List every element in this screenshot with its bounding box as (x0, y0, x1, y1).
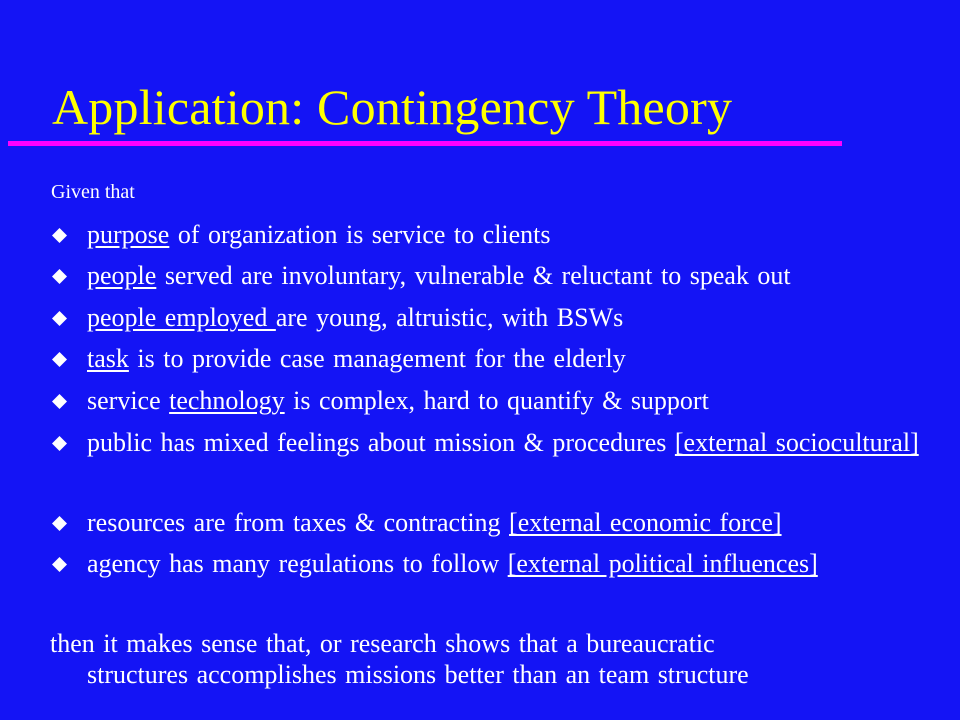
bullet-rest: is complex, hard to quantify & support (284, 386, 709, 415)
bullet-item (52, 548, 932, 579)
diamond-bullet-icon (52, 228, 67, 243)
bullet-rest: of organization is service to clients (169, 220, 551, 249)
bullet-item (52, 302, 932, 333)
bullet-text (87, 260, 932, 291)
diamond-bullet-icon (52, 311, 67, 326)
bullet-term: purpose (87, 220, 170, 249)
bullet-item (52, 343, 932, 374)
diamond-bullet-icon (52, 436, 67, 451)
bullet-item (52, 507, 932, 538)
bullet-lead: agency has many regulations to follow (87, 549, 508, 578)
bullet-lead: resources are from taxes & contracting (87, 508, 510, 537)
bullet-lead: public has mixed feelings about mission & procedures (87, 428, 675, 457)
diamond-bullet-icon (52, 352, 67, 367)
title-divider (8, 141, 842, 146)
bullet-item (52, 385, 932, 416)
bullet-term: people (87, 261, 157, 290)
bullet-term: [external political influences] (507, 549, 818, 578)
bullet-item (52, 427, 932, 458)
conclusion-line-2: structures accomplishes missions better than an team structure (87, 660, 749, 689)
bullet-rest: is to provide case management for the elderly (128, 344, 626, 373)
slide-title: Application: Contingency Theory (52, 79, 733, 135)
bullet-lead: service (87, 386, 170, 415)
diamond-bullet-icon (52, 394, 67, 409)
bullet-item (52, 219, 932, 250)
bullet-text (87, 507, 932, 538)
bullet-item (52, 260, 932, 291)
bullet-text (87, 548, 932, 579)
bullet-term: [external economic force] (509, 508, 782, 537)
diamond-bullet-icon (52, 516, 67, 531)
intro-text: Given that (51, 181, 135, 203)
conclusion-text (50, 628, 940, 690)
bullet-text (87, 219, 932, 250)
bullet-rest: are young, altruistic, with BSWs (275, 303, 624, 332)
bullet-text (87, 302, 932, 333)
bullet-rest: served are involuntary, vulnerable & reluctant to speak out (156, 261, 791, 290)
bullet-term: [external sociocultural] (674, 428, 919, 457)
bullet-term: technology (169, 386, 285, 415)
bullet-term: task (87, 344, 129, 373)
bullet-text (87, 427, 932, 458)
bullet-text (87, 343, 932, 374)
conclusion-line-1: then it makes sense that, or research shows that a bureaucratic (50, 629, 715, 658)
bullet-term: people employed (87, 303, 276, 332)
diamond-bullet-icon (52, 269, 67, 284)
bullet-text (87, 385, 932, 416)
diamond-bullet-icon (52, 557, 67, 572)
